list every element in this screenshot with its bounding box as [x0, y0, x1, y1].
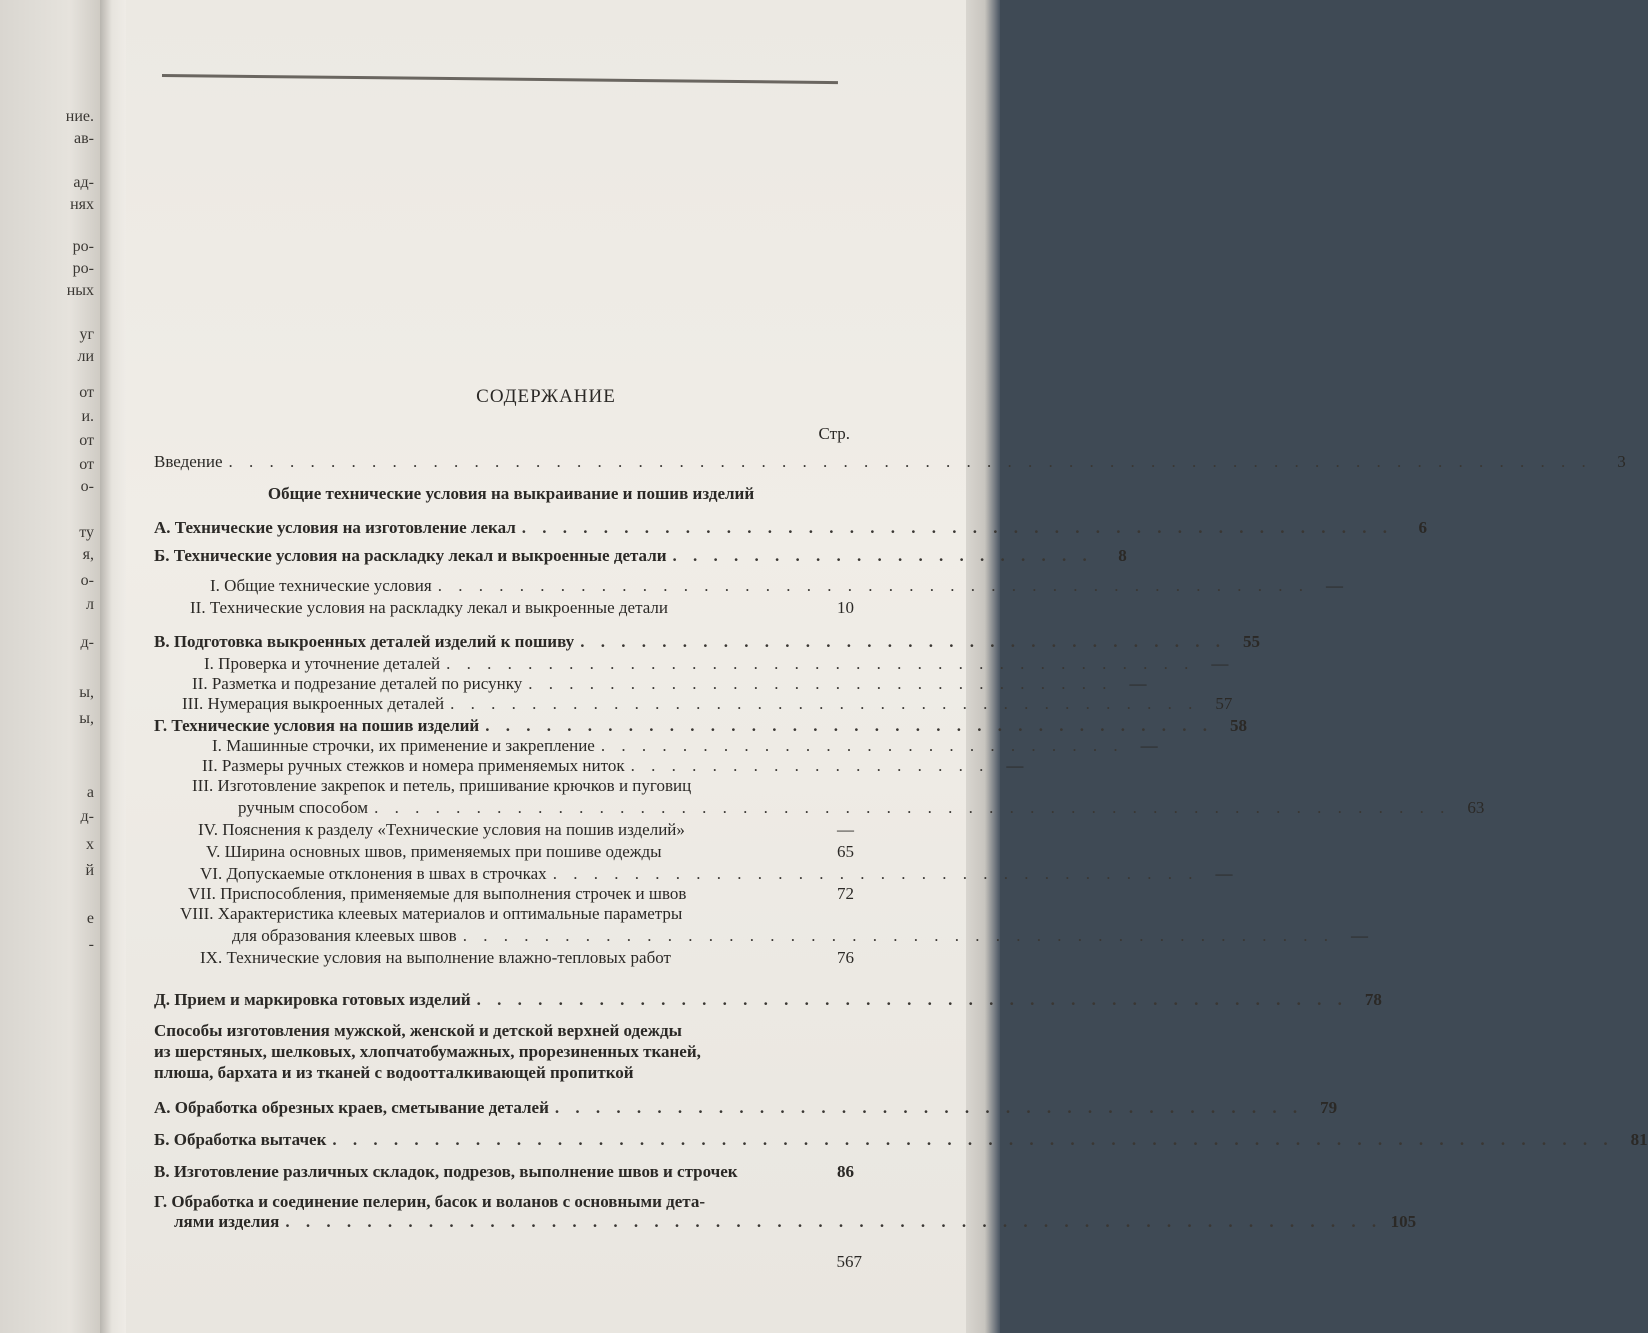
leader-dots: . . . . . . . . . . . . . . . . . . . . . . . . . . . . . . . . . . . . . . . . . . . — [437, 576, 1309, 595]
toc-page-number: 6 — [1418, 518, 1428, 537]
toc-entry-text: Г. Технические условия на пошив изделий — [154, 716, 480, 735]
left-page-text-fragment: х — [86, 836, 94, 853]
leader-dots: . . . . . . . . . . . . . . . . . . . . . . . . . . . . . . . . — [552, 864, 1199, 883]
left-page-text-fragment: й — [85, 862, 94, 879]
leader-dots: . . . . . . . . . . . . . . . . . . . . . . . . . . . . . . . . . . . . . — [446, 654, 1195, 673]
toc-entry-text: Б. Технические условия на раскладку лекал и выкроенные детали — [154, 546, 667, 565]
toc-page-number: 8 — [1118, 546, 1127, 565]
section-heading-line: Способы изготовления мужской, женской и детской верхней одежды — [154, 1021, 682, 1040]
toc-entry-text: V. Ширина основных швов, применяемых при пошиве одежды — [206, 842, 662, 861]
left-page-text-fragment: ы, — [79, 684, 94, 701]
toc-entry-text: IX. Технические условия на выполнение влажно-тепловых работ — [200, 948, 671, 967]
left-page-text-fragment: ы, — [79, 710, 94, 727]
toc-page-number: 57 — [1215, 694, 1233, 713]
leader-dots: . . . . . . . . . . . . . . . . . . . . . . . . . . . . . . . . . . . . . — [450, 694, 1199, 713]
toc-row-g-3-cont — [238, 798, 1485, 818]
toc-page-number: — — [1006, 756, 1024, 775]
page-column-label: Стр. — [818, 424, 850, 443]
toc-row-intro — [154, 452, 1626, 472]
toc-entry-text: I. Проверка и уточнение деталей — [204, 654, 441, 673]
toc-entry-text: Г. Обработка и соединение пелерин, басок и воланов с основными дета- — [154, 1192, 706, 1211]
toc-page-number: 55 — [1242, 632, 1260, 651]
left-page-text-fragment: ние. — [65, 108, 94, 125]
toc-page-number: — — [1350, 926, 1368, 945]
left-page-text-fragment: о- — [80, 572, 94, 589]
left-page-text-fragment: я, — [82, 546, 94, 563]
toc-row-2b — [154, 1130, 1648, 1150]
left-page-text-fragment: ли — [77, 348, 94, 365]
left-page-text-fragment: о- — [80, 478, 94, 495]
toc-entry-text: VIII. Характеристика клеевых материалов и оптимальные параметры — [180, 904, 683, 923]
toc-row-g-1 — [212, 736, 1158, 756]
toc-page-number: 76 — [837, 948, 854, 967]
toc-entry-text: II. Технические условия на раскладку лекал и выкроенные детали — [190, 598, 668, 617]
toc-row-v — [154, 632, 1260, 652]
toc-row-2v — [154, 1162, 854, 1182]
toc-row-b — [154, 546, 1127, 566]
toc-entry-text: I. Машинные строчки, их применение и закрепление — [212, 736, 595, 755]
leader-dots: . . . . . . . . . . . . . . . . . . . . . . . . . . . . . . . . — [580, 632, 1226, 651]
toc-entry-text: I. Общие технические условия — [210, 576, 432, 595]
left-page-text-fragment: ту — [79, 524, 94, 541]
leader-dots: . . . . . . . . . . . . . . . . . . . . . . . . . . . . . . . . . . . . — [485, 716, 1213, 735]
toc-page-number: 78 — [1364, 990, 1382, 1009]
toc-entry-text: А. Технические условия на изготовление лекал — [154, 518, 516, 537]
left-page-text-fragment: нях — [70, 196, 94, 213]
contents-page — [126, 0, 1648, 1333]
left-page-text-fragment: д- — [80, 808, 94, 825]
toc-row-d — [154, 990, 1382, 1010]
toc-row-2g — [154, 1192, 854, 1212]
toc-entry-text: А. Обработка обрезных краев, сметывание деталей — [154, 1098, 549, 1117]
left-page-text-fragment: л — [86, 596, 94, 613]
toc-entry-text: В. Изготовление различных складок, подрезов, выполнение швов и строчек — [154, 1162, 738, 1181]
toc-entry-text: II. Разметка и подрезание деталей по рисунку — [192, 674, 523, 693]
left-page-text-fragment: д- — [80, 634, 94, 651]
toc-entry-text: III. Нумерация выкроенных деталей — [182, 694, 445, 713]
leader-dots: . . . . . . . . . . . . . . . . . . . . . . . . . . . . . . . . . . . . . — [554, 1098, 1304, 1117]
left-page-text-fragment: ро- — [72, 238, 94, 255]
toc-entry-text: VII. Приспособления, применяемые для выполнения строчек и швов — [188, 884, 687, 903]
toc-row-g-9 — [200, 948, 854, 968]
toc-page-number: 65 — [837, 842, 854, 861]
page-number: 567 — [836, 1252, 862, 1271]
toc-row-g — [154, 716, 1247, 736]
toc-entry-text: лями изделия — [174, 1212, 280, 1231]
toc-page-number: 72 — [837, 884, 854, 903]
page-title: СОДЕРЖАНИЕ — [476, 386, 616, 407]
leader-dots: . . . . . . . . . . . . . . . . . . — [630, 756, 990, 775]
toc-page-number: — — [1325, 576, 1343, 595]
left-page-text-fragment: от — [79, 432, 94, 449]
toc-entry-text: Д. Прием и маркировка готовых изделий — [154, 990, 471, 1009]
toc-page-number: — — [1129, 674, 1147, 693]
left-facing-page — [0, 0, 100, 1333]
toc-page-number: 63 — [1467, 798, 1485, 817]
leader-dots: . . . . . . . . . . . . . . . . . . . . . . . . . . . . . . . . . . . . . . . . . . . . . . . . . . . . . — [374, 798, 1451, 817]
leader-dots: . . . . . . . . . . . . . . . . . . . . . . . . . . . . . . . . . . . . . . . . . . . — [476, 990, 1348, 1009]
leader-dots: . . . . . . . . . . . . . . . . . . . . . . . . . . . . . . . . . . . . . . . . . . . . . . . . . . . . . . — [285, 1212, 1383, 1231]
toc-row-g-4 — [198, 820, 854, 840]
toc-page-number: 81 — [1630, 1130, 1648, 1149]
toc-entry-text: Введение — [154, 452, 223, 471]
toc-page-number: — — [837, 820, 854, 839]
leader-dots: . . . . . . . . . . . . . . . . . . . . . . . . . . . . . . . . . . . . . . . . . . . — [462, 926, 1334, 945]
leader-dots: . . . . . . . . . . . . . . . . . . . . . . . . . . . . . — [528, 674, 1113, 693]
leader-dots: . . . . . . . . . . . . . . . . . . . . . — [672, 546, 1093, 565]
left-page-text-fragment: ад- — [73, 174, 94, 191]
toc-row-g-8 — [180, 904, 854, 924]
toc-row-2g-cont — [174, 1212, 1417, 1232]
left-page-text-fragment: от — [79, 384, 94, 401]
toc-page-number: — — [1215, 864, 1233, 883]
toc-row-2a — [154, 1098, 1338, 1118]
toc-page-number: — — [1140, 736, 1158, 755]
section-heading-methods — [154, 1020, 701, 1083]
toc-row-b-1 — [210, 576, 1343, 596]
toc-page-number: — — [1211, 654, 1229, 673]
left-page-text-fragment: и. — [81, 408, 94, 425]
toc-row-v-2 — [192, 674, 1147, 694]
toc-entry-text: II. Размеры ручных стежков и номера применяемых ниток — [202, 756, 625, 775]
toc-page-number: 3 — [1617, 452, 1626, 471]
toc-entry-text: III. Изготовление закрепок и петель, пришивание крючков и пуговиц — [192, 776, 692, 795]
toc-entry-text: для образования клеевых швов — [232, 926, 457, 945]
toc-row-g-8-cont — [232, 926, 1368, 946]
toc-entry-text: VI. Допускаемые отклонения в швах в строчках — [200, 864, 547, 883]
toc-row-v-1 — [204, 654, 1229, 674]
toc-row-g-2 — [202, 756, 1024, 776]
toc-entry-text: IV. Пояснения к разделу «Технические условия на пошив изделий» — [198, 820, 685, 839]
toc-row-v-3 — [182, 694, 1233, 714]
leader-dots: . . . . . . . . . . . . . . . . . . . . . . . . . . . . . . . . . . . . . . . . . . . . . . . . . . . . . . . . . . . . . . . — [332, 1130, 1614, 1149]
left-page-text-fragment: от — [79, 456, 94, 473]
leader-dots: . . . . . . . . . . . . . . . . . . . . . . . . . . . . . . . . . . . . . . . . . . . — [521, 518, 1394, 537]
toc-page-number: 105 — [1390, 1212, 1417, 1231]
toc-page-number: 10 — [837, 598, 854, 617]
toc-row-g-7 — [188, 884, 854, 904]
toc-row-b-2 — [190, 598, 854, 618]
toc-row-g-5 — [206, 842, 854, 862]
section-heading-line: плюша, бархата и из тканей с водоотталкивающей пропиткой — [154, 1063, 634, 1082]
toc-row-g-6 — [200, 864, 1233, 884]
left-page-text-fragment: ных — [66, 282, 94, 299]
toc-page-number: 79 — [1320, 1098, 1338, 1117]
section-heading-line: из шерстяных, шелковых, хлопчатобумажных, прорезиненных тканей, — [154, 1042, 701, 1061]
toc-page-number: 86 — [837, 1162, 854, 1181]
left-page-text-fragment: - — [88, 936, 94, 953]
leader-dots: . . . . . . . . . . . . . . . . . . . . . . . . . . — [600, 736, 1124, 755]
leader-dots: . . . . . . . . . . . . . . . . . . . . . . . . . . . . . . . . . . . . . . . . . . . . . . . . . . . . . . . . . . . . . . . . . . . — [228, 452, 1592, 471]
toc-entry-text: В. Подготовка выкроенных деталей изделий к пошиву — [154, 632, 575, 651]
toc-row-a — [154, 518, 1428, 538]
toc-page-number: 58 — [1229, 716, 1247, 735]
toc-entry-text: Б. Обработка вытачек — [154, 1130, 327, 1149]
toc-entry-text: ручным способом — [238, 798, 369, 817]
left-page-text-fragment: е — [86, 910, 94, 927]
left-page-text-fragment: ав- — [74, 130, 94, 147]
section-heading-general: Общие технические условия на выкраивание и пошив изделий — [267, 484, 755, 503]
left-page-text-fragment: а — [86, 784, 94, 801]
toc-row-g-3 — [192, 776, 854, 796]
left-page-text-fragment: уг — [79, 326, 94, 343]
left-page-text-fragment: ро- — [72, 260, 94, 277]
